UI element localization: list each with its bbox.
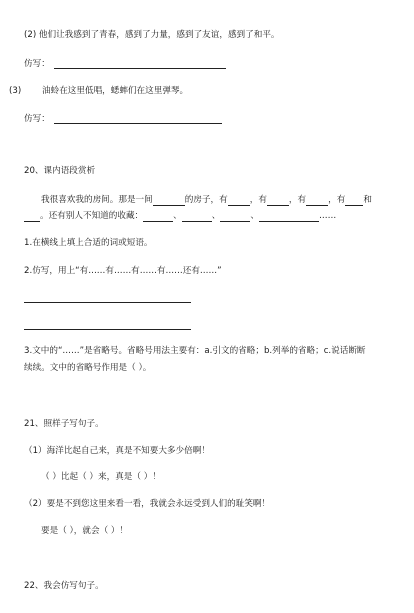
q20-text: 。还有别人不知道的收藏： bbox=[40, 211, 144, 221]
q20-sub2: 2.仿写，用上“有……有……有……有……还有……” bbox=[24, 266, 222, 276]
q20-sub1: 1.在横线上填上合适的词或短语。 bbox=[24, 238, 153, 248]
q20-text: 、 bbox=[250, 211, 259, 221]
q21-title: 21、照样子写句子。 bbox=[24, 419, 104, 429]
answer-line-1[interactable] bbox=[54, 68, 226, 69]
q20-text: 的房子，有 bbox=[184, 195, 228, 205]
q22-title: 22、我会仿写句子。 bbox=[24, 581, 104, 591]
imitate-label-1: 仿写： bbox=[24, 59, 50, 69]
fill-blank[interactable] bbox=[153, 196, 185, 206]
q20-text: 我很喜欢我的房间。那是一间 bbox=[41, 195, 153, 205]
fill-blank[interactable] bbox=[143, 212, 173, 222]
q20-text: …… bbox=[318, 211, 337, 221]
fill-blank[interactable] bbox=[259, 212, 319, 222]
q20-sub3-line1: 3.文中的“……”是省略号。省略号用法主要有：a.引文的省略；b.列举的省略；c.说话断断 bbox=[24, 346, 366, 356]
q3-text: 油蛉在这里低唱，蟋蟀们在这里弹琴。 bbox=[42, 86, 189, 96]
q21-example2: （2）要是不到您这里来看一看，我就会永远受到人们的耻笑啊！ bbox=[24, 499, 271, 509]
q20-text: ，有 bbox=[288, 195, 307, 205]
q20-paragraph-line2 bbox=[24, 211, 336, 222]
fill-blank[interactable] bbox=[182, 212, 212, 222]
answer-line-4[interactable] bbox=[24, 329, 191, 330]
q20-text: ，有 bbox=[328, 195, 346, 205]
imitate-label-2: 仿写： bbox=[24, 114, 50, 124]
q3-number: (3) bbox=[9, 86, 22, 96]
q20-sub3-line2: 续续。文中的省略号作用是（ ）。 bbox=[24, 363, 152, 373]
q20-paragraph-line1 bbox=[41, 195, 372, 206]
answer-line-2[interactable] bbox=[54, 123, 222, 124]
fill-blank[interactable] bbox=[228, 196, 250, 206]
q20-text: 和 bbox=[363, 195, 372, 205]
q21-fill1: （ ）比起（ ）来，真是（ ）！ bbox=[41, 472, 161, 482]
fill-blank[interactable] bbox=[220, 212, 250, 222]
q2-item: (2) 他们让我感到了青春，感到了力量，感到了友谊，感到了和平。 bbox=[24, 30, 280, 40]
q20-text: 、 bbox=[173, 211, 182, 221]
q20-title: 20、课内语段赏析 bbox=[24, 166, 96, 176]
fill-blank[interactable] bbox=[345, 196, 363, 206]
q21-example1: （1）海洋比起自己来，真是不知要大多少倍啊！ bbox=[24, 446, 210, 456]
answer-line-3[interactable] bbox=[24, 302, 191, 303]
q21-fill2: 要是（ ），就会（ ）！ bbox=[41, 526, 129, 536]
q20-text: ，有 bbox=[249, 195, 267, 205]
fill-blank[interactable] bbox=[24, 212, 40, 222]
q20-text: 、 bbox=[211, 211, 221, 221]
fill-blank[interactable] bbox=[267, 196, 289, 206]
fill-blank[interactable] bbox=[306, 196, 328, 206]
